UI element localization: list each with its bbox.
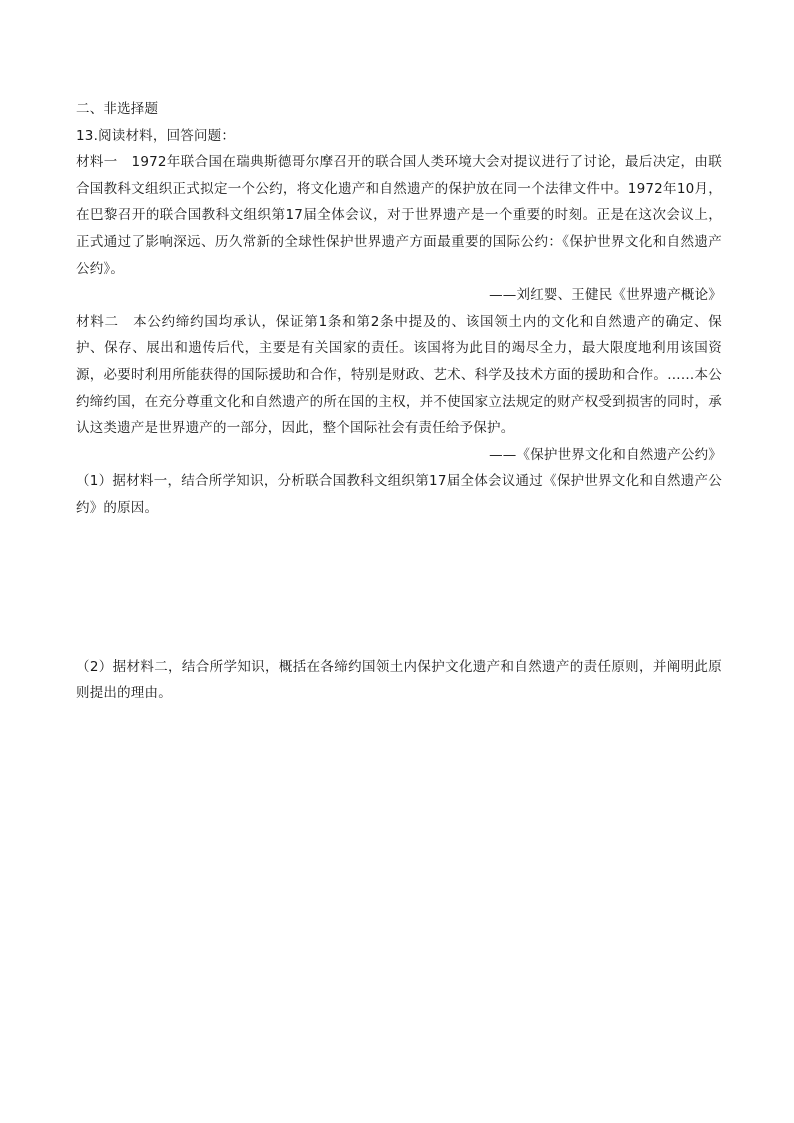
- material-two-source: ——《保护世界文化和自然遗产公约》: [489, 446, 722, 463]
- document-page: [76, 96, 722, 707]
- material-one-text: 材料一 1972年联合国在瑞典斯德哥尔摩召开的联合国人类环境大会对提议进行了讨论，最后决定，由联合国教科文组织正式拟定一个公约，将文化遗产和自然遗产的保护放在同一个法律文件中。1972年10月，在巴黎召开的联合国教科文组织第17届全体会议，对于世界遗产是一个重要的时刻。正是在这次会议上，正式通过了影响深远、历久常新的全球性保护世界遗产方面最重要的国际公约：《保护世界文化和自然遗产公约》。: [76, 154, 722, 277]
- sub-question-2: （2）据材料二，结合所学知识，概括在各缔约国领土内保护文化遗产和自然遗产的责任原则，并阐明此原则提出的理由。: [76, 658, 722, 702]
- sub-question-1: （1）据材料一，结合所学知识，分析联合国教科文组织第17届全体会议通过《保护世界文化和自然遗产公约》的原因。: [76, 473, 722, 516]
- question-prompt: 13.阅读材料，回答问题：: [76, 127, 236, 144]
- material-two-text: 材料二 本公约缔约国均承认，保证第1条和第2条中提及的、该国领土内的文化和自然遗产的确定、保护、保存、展出和遗传后代，主要是有关国家的责任。该国将为此目的竭尽全力，最大限度地利用该国资源，必要时利用所能获得的国际援助和合作，特别是财政、艺术、科学及技术方面的援助和合作。……本公约缔约国，在充分尊重文化和自然遗产的所在国的主权，并不使国家立法规定的财产权受到损害的同时，承认这类遗产是世界遗产的一部分，因此，整个国际社会有责任给予保护。: [76, 313, 722, 437]
- answer-space-1: [76, 522, 722, 654]
- material-one-source: ——刘红婴、王健民《世界遗产概论》: [489, 287, 722, 304]
- section-heading: 二、非选择题: [76, 101, 159, 117]
